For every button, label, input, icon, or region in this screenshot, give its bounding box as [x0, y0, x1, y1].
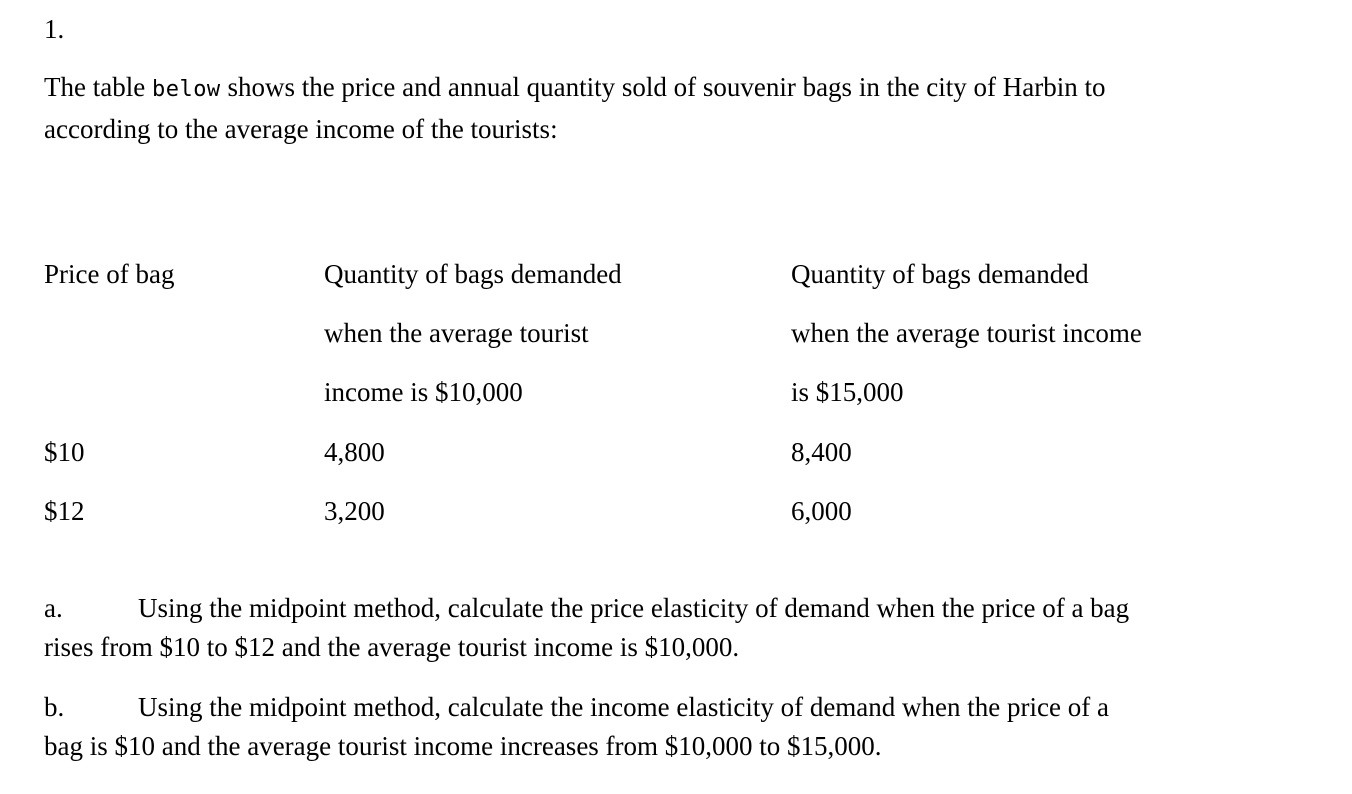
- intro-line-2: according to the average income of the tourists:: [44, 114, 558, 144]
- question-a-label: a.: [44, 593, 63, 623]
- question-a-line1: Using the midpoint method, calculate the price elasticity of demand when the price of a bag: [138, 593, 1130, 623]
- table-row-2-price: $12: [44, 496, 85, 526]
- header-col2-line2: when the average tourist: [324, 318, 589, 348]
- intro-line-1: [44, 72, 1106, 103]
- table-row-1-price: $10: [44, 437, 85, 467]
- question-a-line2: rises from $10 to $12 and the average tourist income is $10,000.: [44, 632, 740, 662]
- question-b-label: b.: [44, 692, 65, 722]
- intro-mono-word: below: [151, 77, 221, 102]
- table-row-2-q2: 6,000: [791, 496, 852, 526]
- intro-text-end: shows the price and annual quantity sold of souvenir bags in the city of Harbin to: [220, 72, 1106, 102]
- question-b-line1: Using the midpoint method, calculate the income elasticity of demand when the price of a: [138, 692, 1109, 722]
- table-row-1-q1: 4,800: [324, 437, 385, 467]
- question-b-line2: bag is $10 and the average tourist income increases from $10,000 to $15,000.: [44, 731, 882, 761]
- header-col3-line1: Quantity of bags demanded: [791, 259, 1089, 289]
- question-number: 1.: [44, 14, 65, 44]
- table-row-1-q2: 8,400: [791, 437, 852, 467]
- intro-text-start: The table: [44, 72, 152, 102]
- header-col2-line3: income is $10,000: [324, 377, 523, 407]
- table-row-2-q1: 3,200: [324, 496, 385, 526]
- header-col2-line1: Quantity of bags demanded: [324, 259, 622, 289]
- header-col3-line3: is $15,000: [791, 377, 904, 407]
- header-price: Price of bag: [44, 259, 175, 289]
- header-col3-line2: when the average tourist income: [791, 318, 1142, 348]
